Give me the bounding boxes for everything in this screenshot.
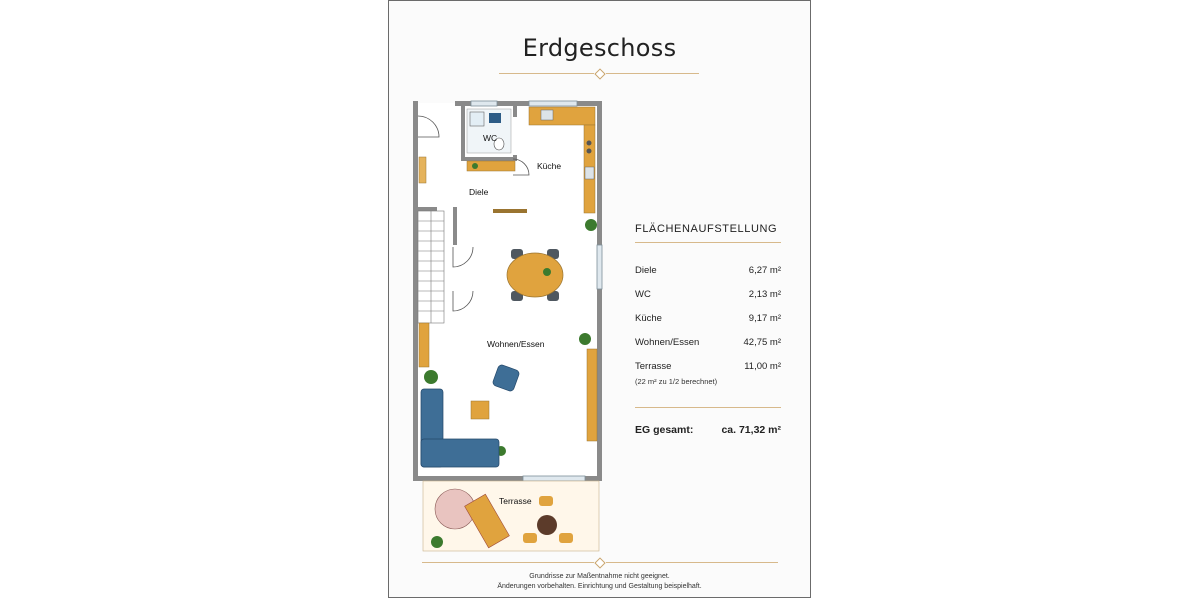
area-row-name: Diele (635, 265, 657, 276)
page-title: Erdgeschoss (522, 34, 677, 62)
sideboard (587, 349, 597, 441)
coffee-table (471, 401, 489, 419)
footer-disclaimer (389, 572, 810, 592)
title-ornament-line-right (606, 73, 699, 74)
area-row (635, 265, 781, 276)
area-total-value: ca. 71,32 m² (721, 424, 781, 436)
footer-ornament-line-right (606, 562, 778, 563)
area-row-value: 2,13 m² (748, 289, 781, 300)
footer-line-1: Grundrisse zur Maßentnahme nicht geeignet. (529, 573, 670, 580)
floor-plan-sheet (388, 0, 811, 598)
area-row-name: Küche (635, 313, 662, 324)
footer-ornament-diamond (594, 557, 605, 568)
room-label-diele: Diele (469, 187, 489, 197)
room-label-kueche: Küche (537, 161, 562, 171)
floor-plan-drawing (409, 97, 614, 557)
title-ornament-line-left (499, 73, 594, 74)
area-row-value: 9,17 m² (748, 313, 781, 324)
bookshelf (419, 323, 429, 367)
area-total-label: EG gesamt: (635, 424, 694, 436)
area-table-divider (635, 407, 781, 408)
area-row (635, 337, 781, 348)
room-label-terrasse: Terrasse (499, 496, 532, 506)
area-row (635, 289, 781, 300)
area-row-value: 6,27 m² (748, 265, 781, 276)
area-table (635, 223, 781, 436)
dining-table-with-chairs (507, 249, 563, 301)
area-row-name: Terrasse (635, 361, 672, 372)
area-table-heading-line (635, 242, 781, 243)
area-row (635, 313, 781, 324)
terrace-note: (22 m² zu 1/2 berechnet) (635, 377, 718, 386)
room-label-wohnen: Wohnen/Essen (487, 339, 545, 349)
footer-line-2: Änderungen vorbehalten. Einrichtung und Gestaltung beispielhaft. (497, 583, 702, 590)
terrace (423, 481, 599, 551)
area-row (635, 361, 781, 372)
area-row-value: 11,00 m² (744, 361, 781, 372)
title-ornament-diamond (594, 68, 605, 79)
area-table-heading: FLÄCHENAUFSTELLUNG (635, 223, 778, 235)
staircase (418, 211, 444, 323)
area-total (635, 424, 781, 436)
area-row-name: Wohnen/Essen (635, 337, 700, 348)
area-row-value: 42,75 m² (743, 337, 781, 348)
area-row-name: WC (635, 289, 651, 300)
entry-mat (419, 157, 426, 183)
room-label-wc: WC (483, 133, 498, 143)
footer-ornament-line-left (422, 562, 594, 563)
